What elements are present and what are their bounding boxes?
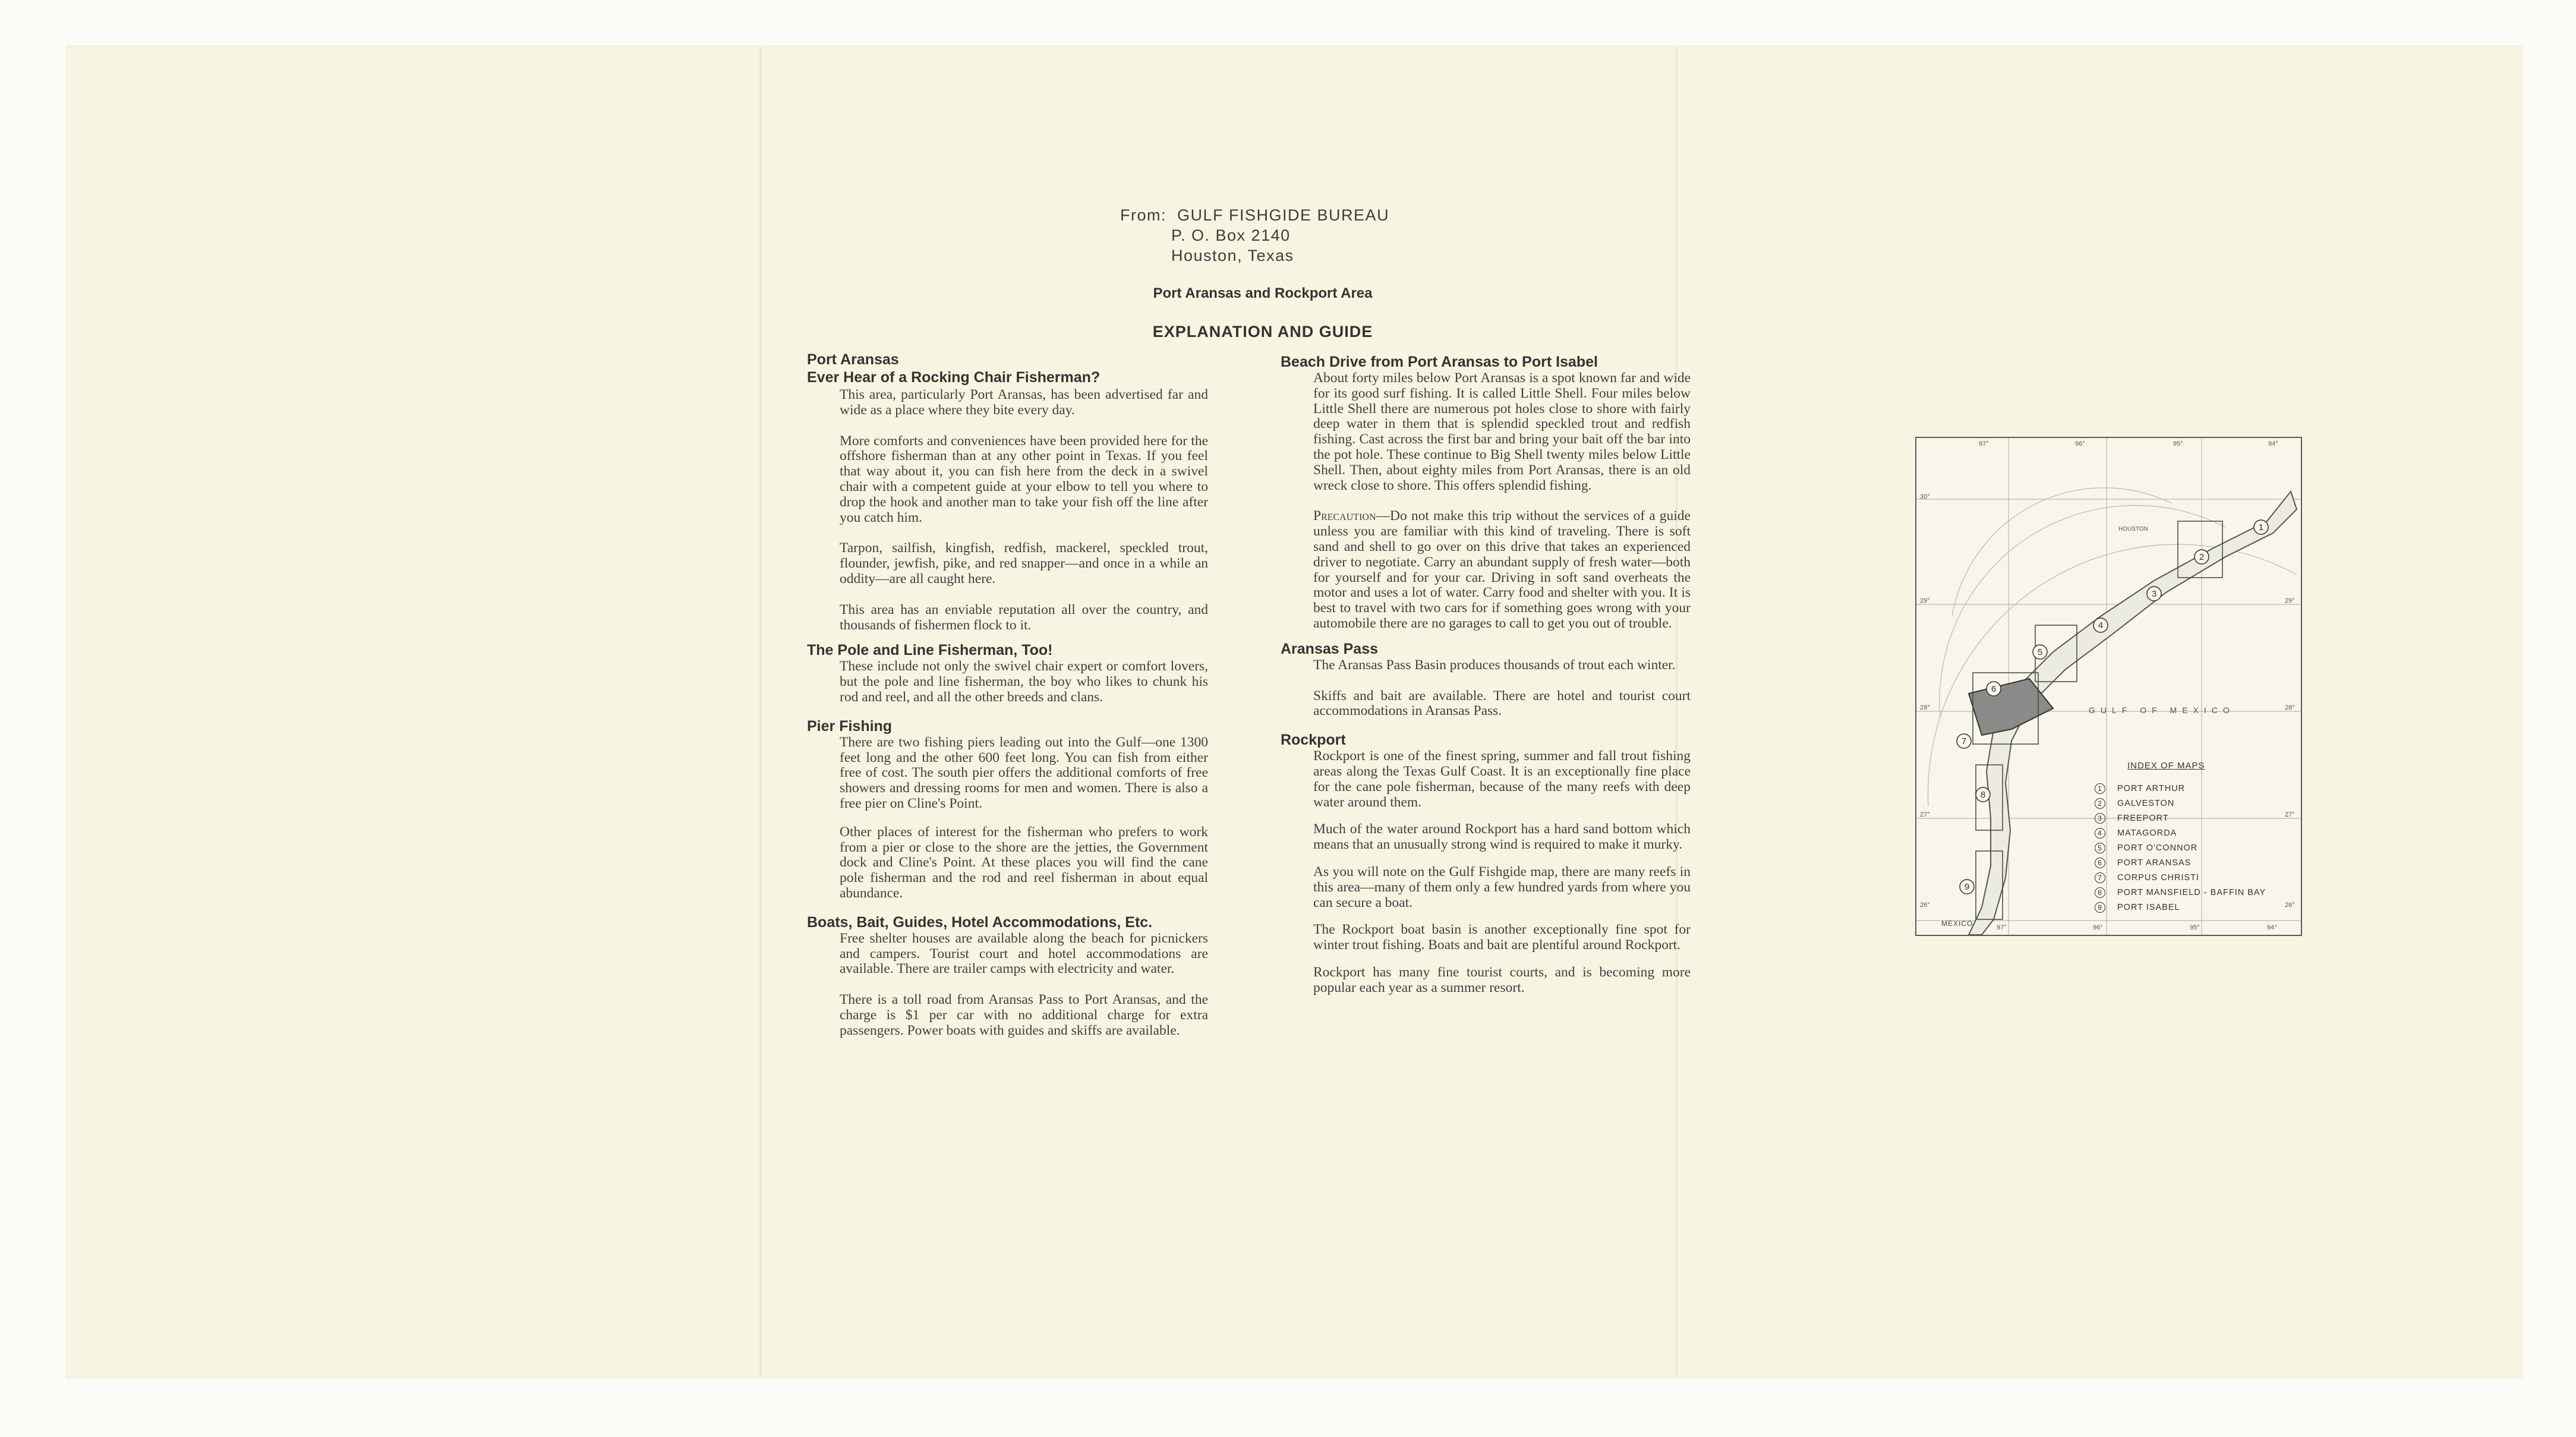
map-index-number: 2 — [2095, 798, 2105, 809]
tick-label: 96° — [2093, 924, 2103, 931]
map-index-name: PORT O'CONNOR — [2117, 843, 2198, 853]
map-index-number: 5 — [2095, 843, 2105, 853]
document-title: Port Aransas and Rockport Area — [1153, 285, 1373, 301]
map-index-name: PORT ARANSAS — [2117, 858, 2192, 868]
precaution-label: Precaution — [1313, 508, 1376, 524]
map-index-item — [2095, 900, 2266, 915]
paragraph: Other places of interest for the fisherman who prefers to work from a pier or close to the shore are the jetties, the Government dock and Cline's Point. At these places you will find the cane pole fisherman and the rod and reel fisherman in about equal abundance. — [840, 824, 1208, 901]
paragraph: Much of the water around Rockport has a hard sand bottom which means that an unusually strong wind is required to make it murky. — [1313, 821, 1691, 853]
fold-line-left — [759, 46, 761, 1378]
tick-label: 94° — [2267, 924, 2277, 931]
svg-text:2: 2 — [2199, 552, 2205, 562]
left-column — [807, 351, 1244, 1039]
paragraph: This area has an enviable reputation all over the country, and thousands of fishermen flock to it. — [840, 601, 1208, 633]
paragraph: Rockport has many fine tourist courts, and is becoming more popular each year as a summer resort. — [1313, 964, 1691, 995]
city-line: Houston, Texas — [1171, 247, 1294, 264]
paragraph: Free shelter houses are available along the beach for picnickers and campers. Tourist court and hotel accommodations are available. There are trailer camps with electricity and water. — [840, 930, 1208, 977]
map-index-number: 7 — [2095, 872, 2105, 883]
map-index-name: PORT ISABEL — [2117, 902, 2180, 912]
map-index-name: MATAGORDA — [2117, 828, 2177, 838]
tick-label: 95° — [2190, 924, 2200, 931]
tick-label: 28° — [2285, 704, 2295, 711]
map-index-item — [2095, 855, 2266, 870]
tick-label: 96° — [2075, 440, 2085, 448]
section-heading-boats-bait: Boats, Bait, Guides, Hotel Accommodations, Etc. — [807, 913, 1153, 931]
svg-text:4: 4 — [2098, 620, 2104, 631]
paragraph: Skiffs and bait are available. There are hotel and tourist court accommodations in Aransas Pass. — [1313, 688, 1691, 719]
tick-label: 27° — [2285, 811, 2295, 818]
map-index-list — [2095, 781, 2266, 915]
tick-label: 29° — [2285, 597, 2295, 604]
section-heading-rocking-chair: Ever Hear of a Rocking Chair Fisherman? — [807, 369, 1101, 386]
map-index-name: GALVESTON — [2117, 798, 2175, 808]
paragraph: The Rockport boat basin is another exceptionally fine spot for winter trout fishing. Boats and bait are plentiful around Rockport. — [1313, 922, 1691, 953]
tick-label: 27° — [1920, 811, 1930, 818]
tick-label: 26° — [2285, 902, 2295, 909]
paragraph: More comforts and conveniences have been provided here for the offshore fisherman than at any other point in Texas. If you feel that way about it, you can fish here from the deck in a swivel chair with a competent guide at your elbow to tell you where to drop the hook and another man to take your fish off the line after you catch him. — [840, 433, 1208, 525]
from-label: From: — [1120, 206, 1166, 224]
right-column — [1281, 353, 1720, 996]
paragraph: The Aransas Pass Basin produces thousands of trout each winter. — [1313, 657, 1676, 673]
map-index-number: 6 — [2095, 858, 2105, 868]
section-heading-port-aransas: Port Aransas — [807, 351, 899, 368]
map-index-number: 8 — [2095, 887, 2105, 898]
section-heading-aransas-pass: Aransas Pass — [1281, 640, 1379, 657]
section-heading-pole-line: The Pole and Line Fisherman, Too! — [807, 642, 1053, 659]
paragraph: This area, particularly Port Aransas, has been advertised far and wide as a place where they bite every day. — [840, 387, 1208, 418]
map-index-item — [2095, 796, 2266, 811]
mexico-label: MEXICO — [1941, 919, 1973, 928]
sender-address — [1120, 205, 1389, 266]
tick-label: 29° — [1920, 597, 1930, 604]
map-index-name: CORPUS CHRISTI — [2117, 872, 2200, 883]
svg-text:9: 9 — [1964, 882, 1970, 892]
precaution-text: —Do not make this trip without the services of a guide unless you are familiar with this kind of traveling. There is soft sand and shell to go over on this drive that takes an experienced driver to negotiate. Carry an abundant supply of fresh water—both for yourself and for your car. Driving in soft sand overheats the motor and uses a lot of water. Carry food and shelter with you. It is best to travel with two cars for if something goes wrong with your automobile there are no garages to call to get you out of trouble. — [1313, 508, 1691, 631]
svg-text:6: 6 — [1991, 684, 1997, 694]
map-index-item — [2095, 781, 2266, 796]
paragraph: These include not only the swivel chair expert or comfort lovers, but the pole and line fisherman, the boy who likes to chunk his rod and reel, and all the other breeds and clans. — [840, 658, 1208, 705]
sender-name: GULF FISHGIDE BUREAU — [1177, 206, 1390, 224]
tick-label: 30° — [1920, 493, 1930, 500]
paragraph-precaution — [1313, 509, 1691, 631]
svg-text:1: 1 — [2258, 522, 2264, 532]
map-index-name: FREEPORT — [2117, 813, 2169, 823]
map-index-item — [2095, 825, 2266, 840]
section-heading-rockport: Rockport — [1281, 732, 1346, 749]
map-index-item — [2095, 885, 2266, 900]
map-index-number: 3 — [2095, 813, 2105, 824]
map-index-item — [2095, 840, 2266, 855]
paragraph: About forty miles below Port Aransas is a spot known far and wide for its good surf fishing. It is called Little Shell. Four miles below Little Shell there are numerous pot holes close to shore with fairly deep water in them that is splendid speckled trout and redfish fishing. Cast across the first bar and bring your bait off the bar into the pot hole. These continue to Big Shell twenty miles below Little Shell. Then, about eighty miles from Port Aransas, there is an old wreck close to shore. This offers splendid fishing. — [1313, 370, 1691, 493]
map-index-item — [2095, 811, 2266, 825]
map-index-title: INDEX OF MAPS — [2127, 761, 2205, 771]
paragraph: As you will note on the Gulf Fishgide map, there are many reefs in this area—many of them only a few hundred yards from where you can secure a boat. — [1313, 864, 1691, 910]
address-line: P. O. Box 2140 — [1171, 226, 1291, 244]
paragraph: There is a toll road from Aransas Pass to Port Aransas, and the charge is $1 per car with no additional charge for extra passengers. Power boats with guides and skiffs are available. — [840, 992, 1208, 1038]
paragraph: There are two fishing piers leading out into the Gulf—one 1300 feet long and the other 600 feet long. You can fish from either free of cost. The south pier offers the additional comforts of free showers and dressing rooms for men and women. There is also a free pier on Cline's Point. — [840, 734, 1208, 811]
section-heading-pier-fishing: Pier Fishing — [807, 717, 893, 735]
paragraph: Tarpon, sailfish, kingfish, redfish, mackerel, speckled trout, flounder, jewfish, pike, and red snapper—and once in a while an oddity—are all caught here. — [840, 540, 1208, 587]
svg-text:7: 7 — [1961, 736, 1967, 746]
paragraph: Rockport is one of the finest spring, summer and fall trout fishing areas along the Texas Gulf Coast. It is an exceptionally fine place for the cane pole fisherman, because of the many reefs with deep water around them. — [1313, 748, 1691, 810]
city-label-houston: HOUSTON — [2118, 526, 2148, 532]
tick-label: 94° — [2268, 440, 2278, 448]
gulf-of-mexico-label: GULF OF MEXICO — [2089, 705, 2235, 715]
map-index-item — [2095, 870, 2266, 885]
svg-text:3: 3 — [2151, 589, 2157, 599]
document-subtitle: EXPLANATION AND GUIDE — [1152, 323, 1373, 341]
map-index-name: PORT MANSFIELD - BAFFIN BAY — [2117, 887, 2266, 897]
map-index-number: 4 — [2095, 828, 2105, 839]
svg-text:8: 8 — [1980, 790, 1986, 800]
section-heading-beach-drive: Beach Drive from Port Aransas to Port Isabel — [1281, 354, 1598, 370]
svg-text:5: 5 — [2037, 647, 2043, 657]
tick-label: 97° — [1997, 924, 2007, 931]
tick-label: 26° — [1920, 902, 1930, 909]
index-map — [1915, 437, 2302, 936]
tick-label: 97° — [1979, 440, 1989, 448]
tick-label: 95° — [2173, 440, 2183, 448]
map-index-number: 9 — [2095, 902, 2105, 913]
tick-label: 28° — [1920, 704, 1930, 711]
map-index-number: 1 — [2095, 783, 2105, 794]
map-index-name: PORT ARTHUR — [2117, 783, 2186, 793]
